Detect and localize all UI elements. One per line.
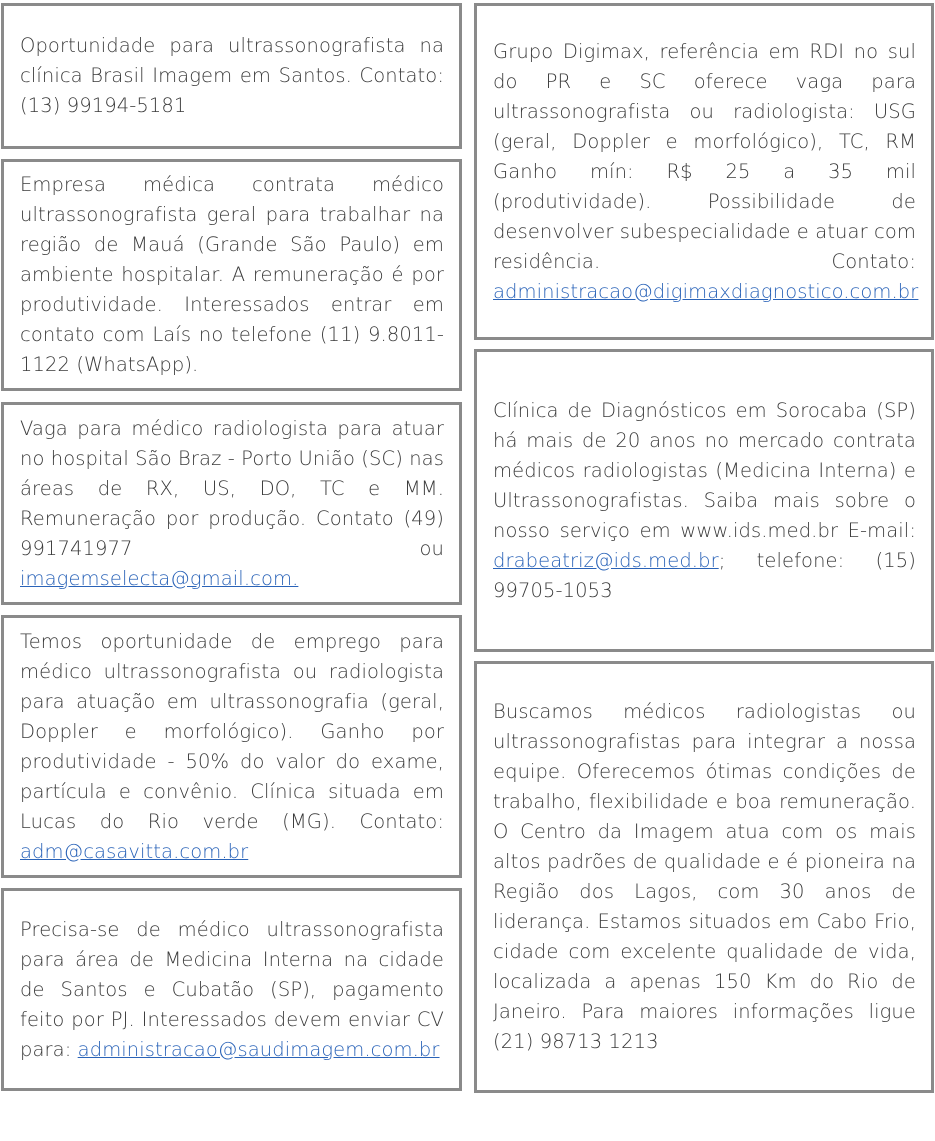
job-ad-body: Empresa médica contrata médico ultrassonografista geral para trabalhar na região de Mauá (Grande São Paulo) em ambiente hospitalar. A remuneração é por produtividade. Interessados entrar em contato com Laís no telefone (11) 9.8011-1122 (WhatsApp). xyxy=(20,173,444,376)
job-ad-body: Vaga para médico radiologista para atuar no hospital São Braz - Porto União (SC) nas áreas de RX, US, DO, TC e MM. Remuneração por produção. Contato (49) 991741977 ou xyxy=(20,416,444,560)
email-link[interactable]: drabeatriz@ids.med.br xyxy=(493,548,719,572)
job-ad-sao-braz xyxy=(1,402,462,605)
job-ad-digimax xyxy=(474,3,934,340)
email-link[interactable]: administracao@saudimagem.com.br xyxy=(77,1037,440,1061)
job-ad-body: Clínica de Diagnósticos em Sorocaba (SP) há mais de 20 anos no mercado contrata médicos radiologistas (Medicina Interna) e Ultrassonografistas. Saiba mais sobre o nosso serviço em www.ids.med.br E-mail: xyxy=(493,398,916,542)
job-ad-text xyxy=(20,627,444,867)
job-ad-body-after: ; telefone: (15) 99705-1053 xyxy=(493,548,916,602)
job-ad-text xyxy=(20,915,444,1065)
job-ad-body: Buscamos médicos radiologistas ou ultrassonografistas para integrar a nossa equipe. Oferecemos ótimas condições de trabalho, flexibilidade e boa remuneração. O Centro da Imagem atua com os mais altos padrões de qualidade e é pioneira na Região dos Lagos, com 30 anos de liderança. Estamos situados em Cabo Frio, cidade com excelente qualidade de vida, localizada a apenas 150 Km do Rio de Janeiro. Para maiores informações ligue (21) 98713 1213 xyxy=(493,700,916,1053)
job-ad-maua xyxy=(1,159,462,391)
job-ad-text xyxy=(20,170,444,380)
job-ad-casavitta xyxy=(1,615,462,878)
job-ad-ids-sorocaba xyxy=(474,349,934,652)
job-ad-saudimagem xyxy=(1,888,462,1091)
job-ad-text xyxy=(20,31,444,121)
job-ad-centro-da-imagem xyxy=(474,661,934,1093)
job-ad-text xyxy=(20,414,444,594)
job-ad-text xyxy=(493,396,916,606)
job-ad-body: Oportunidade para ultrassonografista na clínica Brasil Imagem em Santos. Contato: (13) 99194-5181 xyxy=(20,34,444,117)
job-ad-text xyxy=(493,37,919,307)
email-link[interactable]: administracao@digimaxdiagnostico.com.br xyxy=(493,279,919,303)
job-ad-body: Grupo Digimax, referência em RDI no sul do PR e SC oferece vaga para ultrassonografista ou radiologista: USG (geral, Doppler e morfológico), TC, RM Ganho mín: R$ 25 a 35 mil (produtividade). Possibilidade de desenvolver subespecialidade e atuar com residência. Contato: xyxy=(493,39,916,273)
job-ad-brasil-imagem xyxy=(1,3,462,149)
email-link[interactable]: imagemselecta@gmail.com. xyxy=(20,566,299,590)
job-ad-text xyxy=(493,697,916,1057)
email-link[interactable]: adm@casavitta.com.br xyxy=(20,839,249,863)
job-ad-body: Temos oportunidade de emprego para médico ultrassonografista ou radiologista para atuação em ultrassonografia (geral, Doppler e morfológico). Ganho por produtividade - 50% do valor do exame, partícula e convênio. Clínica situada em Lucas do Rio verde (MG). Contato: xyxy=(20,629,444,833)
job-ad-body: Precisa-se de médico ultrassonografista para área de Medicina Interna na cidade de Santos e Cubatão (SP), pagamento feito por PJ. Interessados devem enviar CV para: xyxy=(20,917,444,1061)
